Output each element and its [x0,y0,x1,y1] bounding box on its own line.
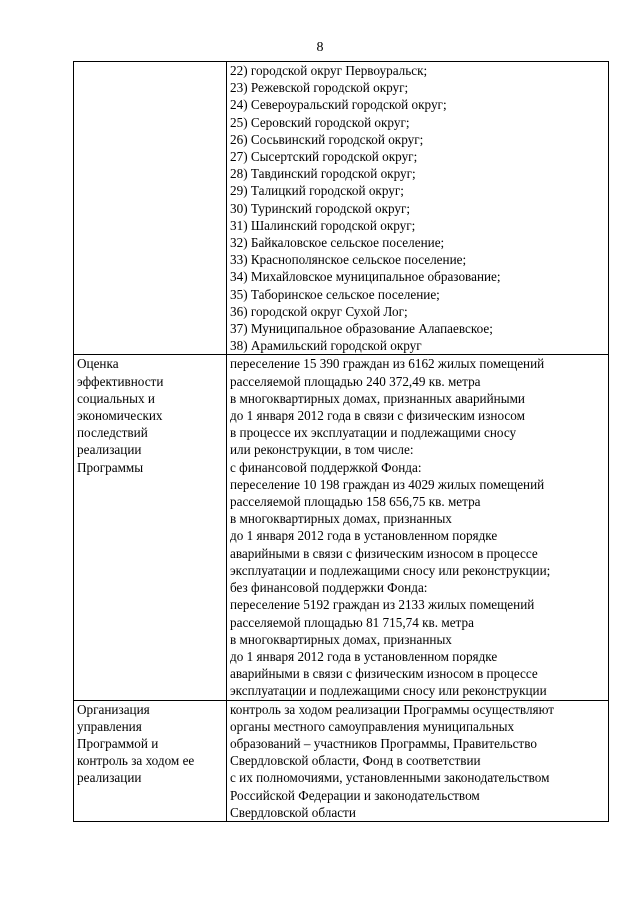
content-line: 37) Муниципальное образование Алапаевское; [230,321,493,337]
content-line: 33) Краснополянское сельское поселение; [230,252,467,268]
label-line: реализации [77,442,142,458]
row-content [227,700,609,821]
table-row-municipalities [74,62,609,355]
row-label [74,700,227,821]
label-line: социальных и [77,390,155,406]
content-line: расселяемой площадью 240 372,49 кв. метра [230,373,481,389]
content-line: образований – участников Программы, Правительство [230,735,537,751]
row-label [74,355,227,700]
page-number: 8 [316,40,324,55]
content-line: в многоквартирных домах, признанных аварийными [230,390,525,406]
content-line: 22) городской округ Первоуральск; [230,63,428,78]
content-line: 28) Тавдинский городской округ; [230,166,416,182]
content-line: аварийными в связи с физическим износом в процессе [230,545,538,561]
content-line: 29) Талицкий городской округ; [230,183,404,199]
label-line: управления [77,718,142,734]
content-line: контроль за ходом реализации Программы осуществляют [230,701,555,717]
label-line: Оценка [77,356,119,372]
content-line: 25) Серовский городской округ; [230,114,410,130]
program-passport-table [73,61,609,822]
content-line: переселение 5192 граждан из 2133 жилых помещений [230,597,535,613]
table-row-efficiency-assessment [74,355,609,700]
table-row-program-management [74,700,609,821]
label-line: последствий [77,425,148,441]
row-content [227,355,609,700]
content-line: 30) Туринский городской округ; [230,200,411,216]
label-line: Организация [77,701,150,717]
content-line: Свердловской области [230,804,356,820]
content-line: без финансовой поддержки Фонда: [230,580,428,596]
content-line: до 1 января 2012 года в установленном порядке [230,648,498,664]
content-line: 24) Североуральский городской округ; [230,97,447,113]
label-line: Программой и [77,735,159,751]
label-line: реализации [77,770,142,786]
content-line: в многоквартирных домах, признанных [230,511,452,527]
content-line: 27) Сысертский городской округ; [230,149,418,165]
content-line: с финансовой поддержкой Фонда: [230,459,422,475]
row-content [227,62,609,355]
content-line: Свердловской области, Фонд в соответствии [230,753,481,769]
content-line: 31) Шалинский городской округ; [230,217,416,233]
content-line: эксплуатации и подлежащими сносу или реконструкции [230,683,547,699]
content-line: переселение 15 390 граждан из 6162 жилых помещений [230,356,545,372]
content-line: органы местного самоуправления муниципальных [230,718,515,734]
content-line: 36) городской округ Сухой Лог; [230,303,408,319]
content-line: расселяемой площадью 158 656,75 кв. метра [230,494,481,510]
label-line: Программы [77,459,144,475]
content-line: переселение 10 198 граждан из 4029 жилых помещений [230,476,545,492]
content-line: в процессе их эксплуатации и подлежащими сносу [230,425,517,441]
content-line: 23) Режевской городской округ; [230,80,409,96]
content-line: 34) Михайловское муниципальное образование; [230,269,501,285]
content-line: Российской Федерации и законодательством [230,787,480,803]
content-line: 35) Таборинское сельское поселение; [230,286,440,302]
label-line: эффективности [77,373,164,389]
content-line: эксплуатации и подлежащими сносу или реконструкции; [230,562,551,578]
content-line: аварийными в связи с физическим износом в процессе [230,666,538,682]
row-label [74,62,227,355]
content-line: до 1 января 2012 года в связи с физическим износом [230,408,525,424]
content-line: до 1 января 2012 года в установленном порядке [230,528,498,544]
label-line: экономических [77,408,163,424]
content-line: 38) Арамильский городской округ [230,338,422,354]
content-line: с их полномочиями, установленными законодательством [230,770,550,786]
content-line: в многоквартирных домах, признанных [230,631,452,647]
content-line: 32) Байкаловское сельское поселение; [230,235,445,251]
content-line: 26) Сосьвинский городской округ; [230,131,424,147]
label-line: контроль за ходом ее [77,753,195,769]
content-line: расселяемой площадью 81 715,74 кв. метра [230,614,474,630]
content-line: или реконструкции, в том числе: [230,442,414,458]
